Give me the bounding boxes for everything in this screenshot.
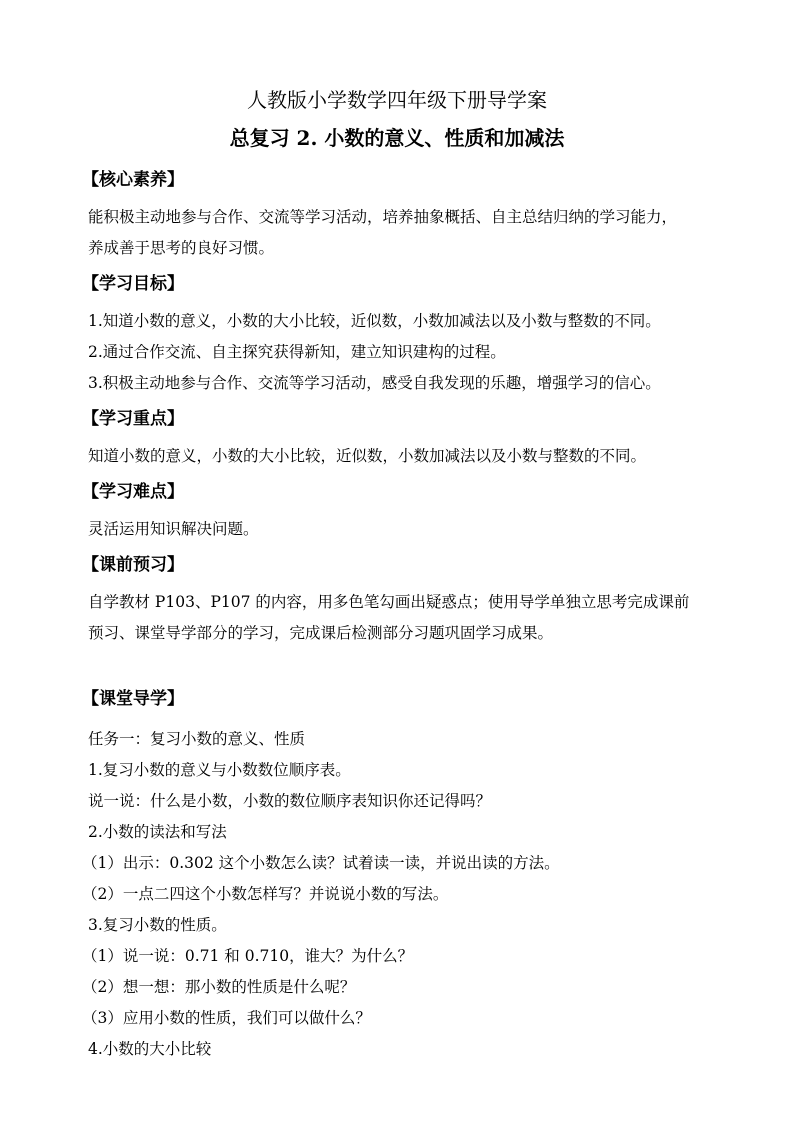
goal-item: 1.知道小数的意义，小数的大小比较，近似数，小数加减法以及小数与整数的不同。 [88, 312, 661, 330]
difficulties-text: 灵活运用知识解决问题。 [88, 520, 259, 538]
class-guide-line: （2）一点二四这个小数怎样写？并说说小数的写法。 [82, 885, 449, 903]
class-guide-line: 任务一：复习小数的意义、性质 [88, 730, 306, 748]
class-guide-line: （1）说一说：0.71 和 0.710，谁大？为什么？ [82, 947, 414, 965]
class-guide-line: 说一说：什么是小数，小数的数位顺序表知识你还记得吗？ [88, 792, 492, 810]
class-guide-line: （3）应用小数的性质，我们可以做什么？ [82, 1009, 371, 1027]
core-text-line: 养成善于思考的良好习惯。 [88, 239, 275, 257]
section-heading-core: 【核心素养】 [82, 170, 184, 190]
class-guide-line: 2.小数的读法和写法 [88, 823, 227, 841]
class-guide-line: （2）想一想：那小数的性质是什么呢？ [82, 978, 356, 996]
key-points-text: 知道小数的意义，小数的大小比较，近似数，小数加减法以及小数与整数的不同。 [88, 447, 647, 465]
preview-text-line: 预习、课堂导学部分的学习，完成课后检测部分习题巩固学习成果。 [88, 624, 554, 642]
document-title: 人教版小学数学四年级下册导学案 [247, 88, 547, 112]
class-guide-line: 3.复习小数的性质。 [88, 916, 227, 934]
class-guide-line: （1）出示：0.302 这个小数怎么读？试着读一读，并说出读的方法。 [82, 854, 560, 872]
section-heading-preview: 【课前预习】 [82, 555, 184, 575]
goal-item: 3.积极主动地参与合作、交流等学习活动，感受自我发现的乐趣，增强学习的信心。 [88, 374, 661, 392]
class-guide-line: 4.小数的大小比较 [88, 1040, 212, 1058]
section-heading-key-points: 【学习重点】 [82, 409, 184, 429]
section-heading-class-guide: 【课堂导学】 [82, 689, 184, 709]
preview-text-line: 自学教材 P103、P107 的内容，用多色笔勾画出疑惑点；使用导学单独立思考完成课前 [88, 593, 690, 611]
section-heading-goals: 【学习目标】 [82, 274, 184, 294]
goal-item: 2.通过合作交流、自主探究获得新知，建立知识建构的过程。 [88, 343, 506, 361]
class-guide-line: 1.复习小数的意义与小数数位顺序表。 [88, 761, 351, 779]
section-heading-difficulties: 【学习难点】 [82, 482, 184, 502]
core-text-line: 能积极主动地参与合作、交流等学习活动，培养抽象概括、自主总结归纳的学习能力， [88, 208, 678, 226]
document-subtitle: 总复习 2. 小数的意义、性质和加减法 [229, 126, 565, 150]
